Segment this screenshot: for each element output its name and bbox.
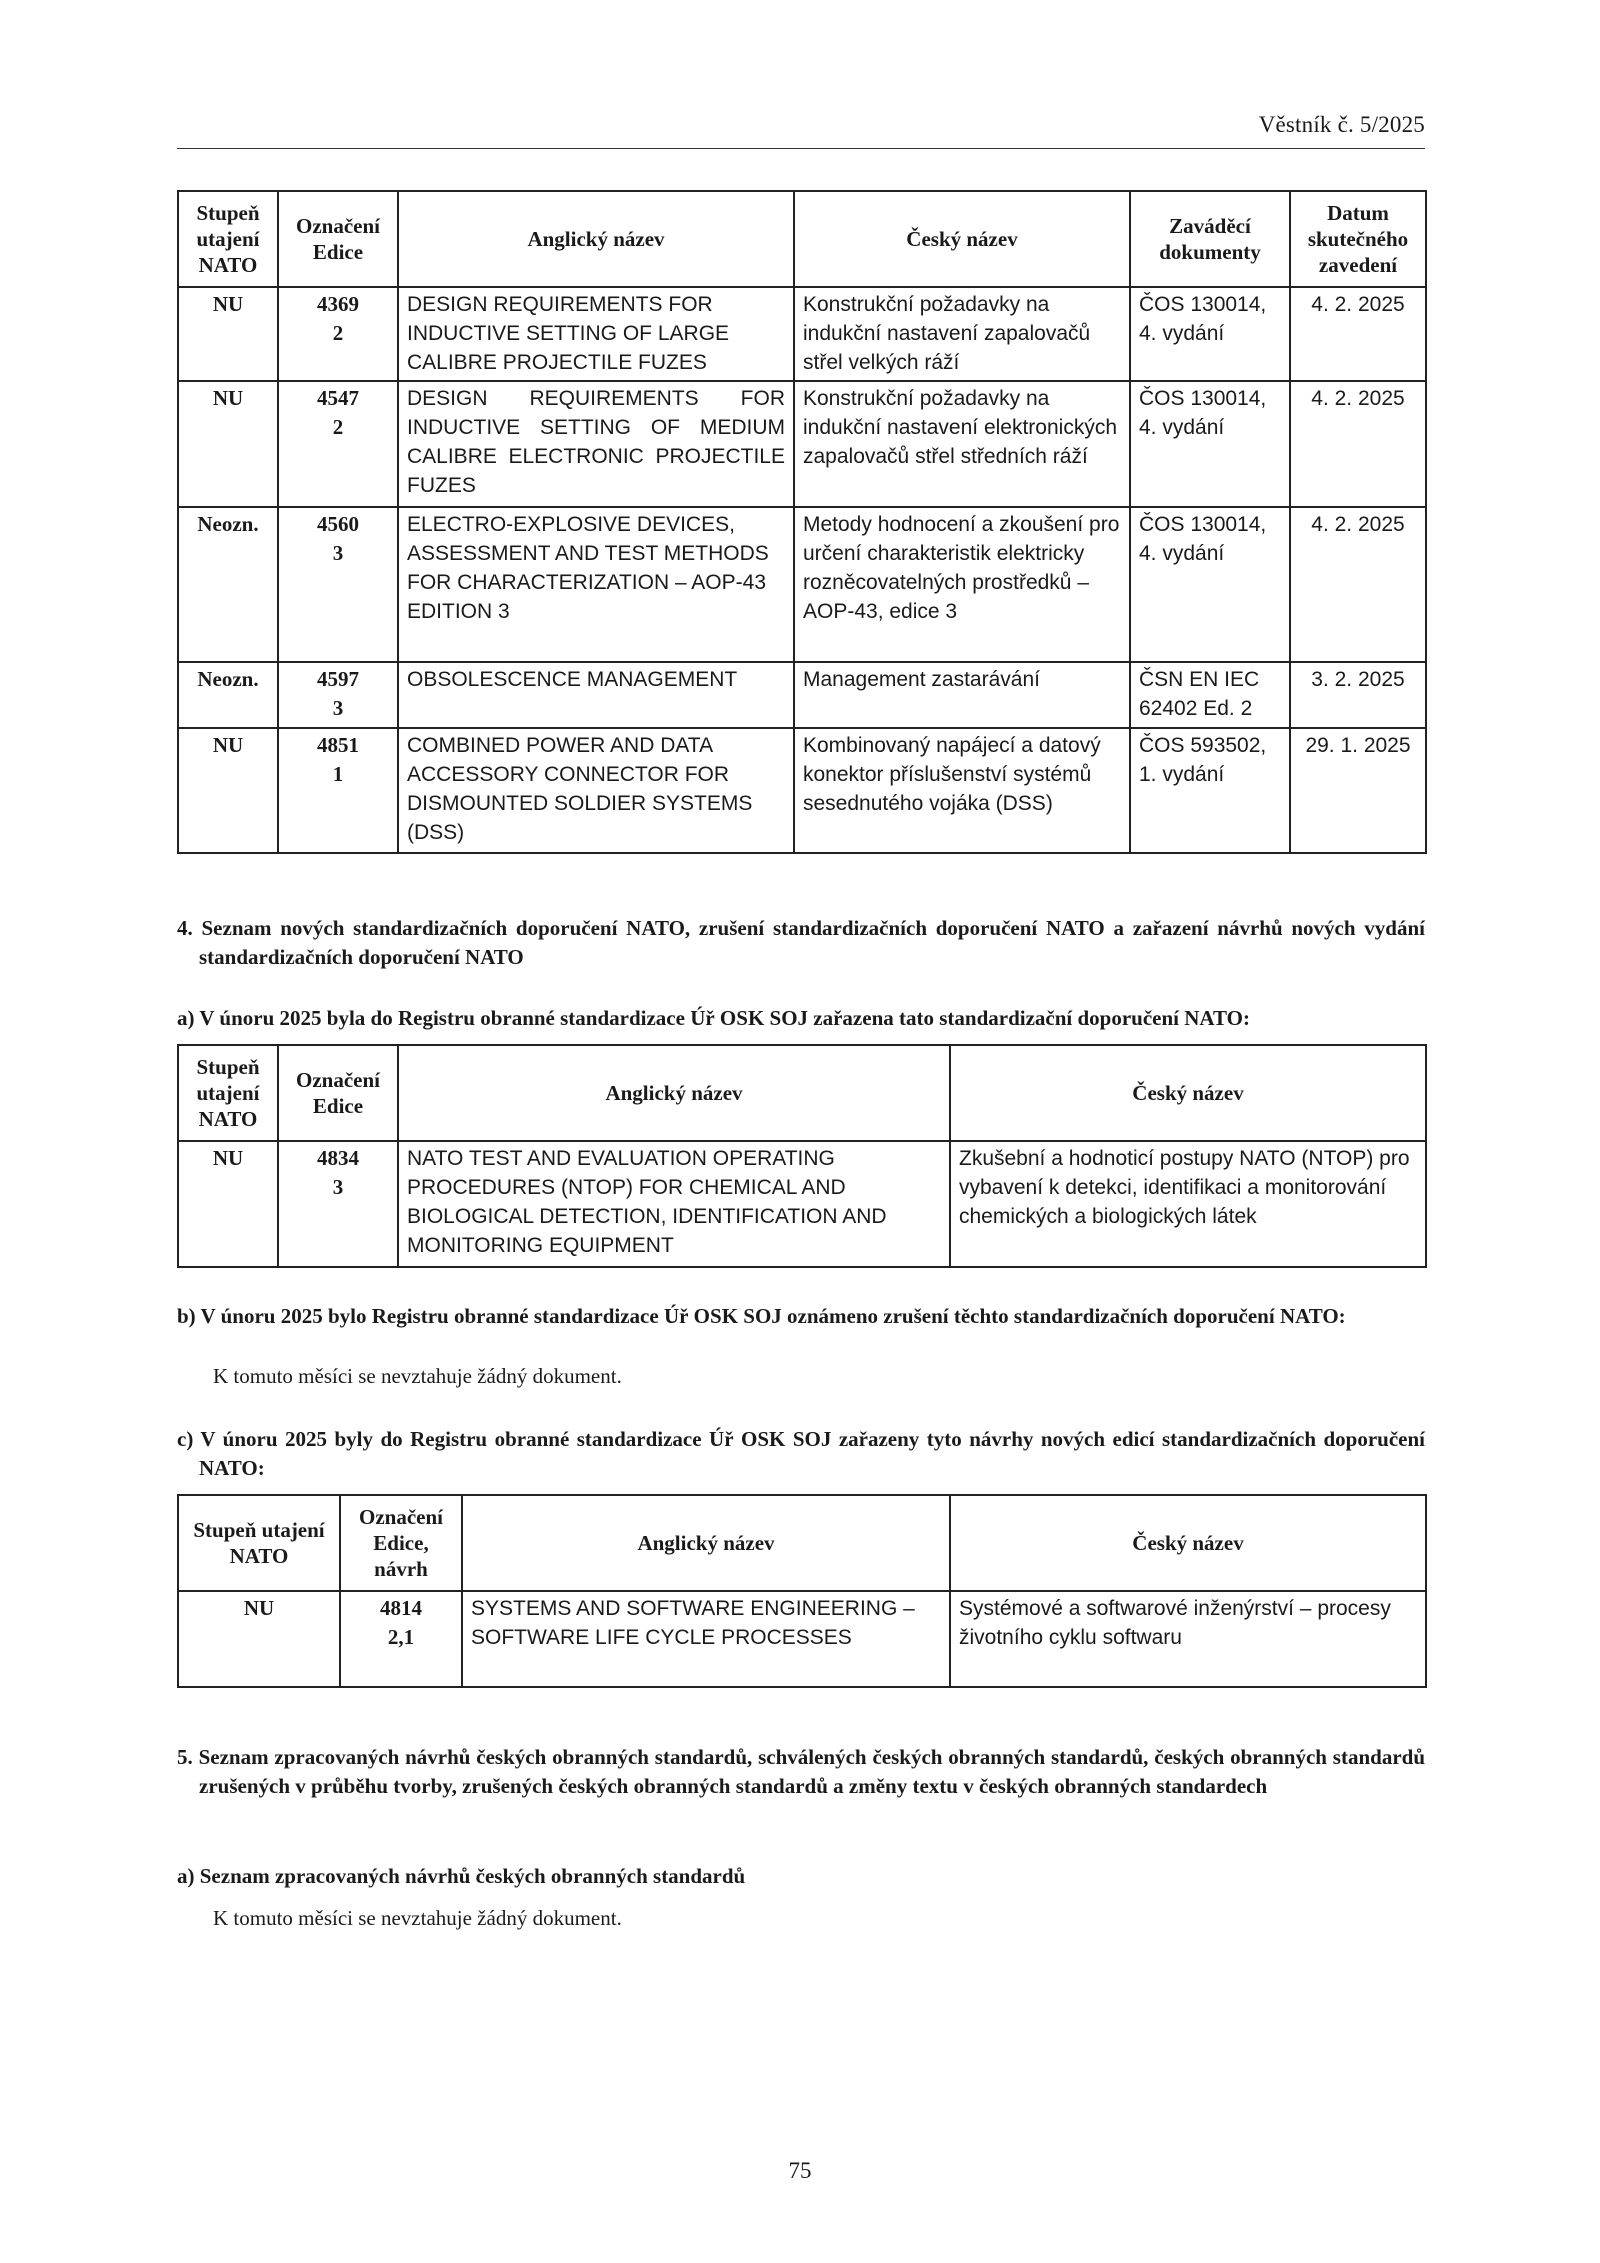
table-header-row — [178, 191, 1426, 287]
col-header-designation: Označení Edice — [278, 1045, 398, 1141]
cell-czech: Konstrukční požadavky na indukční nastavení zapalovačů střel velkých ráží — [794, 287, 1130, 381]
cell-docs: ČSN EN IEC 62402 Ed. 2 — [1130, 662, 1290, 728]
section-4b-title: b) V únoru 2025 bylo Registru obranné standardizace Úř OSK SOJ oznámeno zrušení těchto standardizačních doporučení NATO: — [177, 1304, 1346, 1328]
edition-number: 3 — [332, 696, 344, 720]
table-row — [178, 662, 1426, 728]
designation-number: 4851 — [317, 733, 359, 757]
col-header-level: Stupeň utajení NATO — [178, 1045, 278, 1141]
stanag-table — [177, 190, 1427, 854]
cell-czech: Zkušební a hodnoticí postupy NATO (NTOP) pro vybavení k detekci, identifikaci a monitorování chemických a biologických látek — [950, 1141, 1426, 1267]
section-5-heading — [177, 1743, 1425, 1801]
cell-docs: ČOS 130014, 4. vydání — [1130, 507, 1290, 662]
cell-level: NU — [178, 287, 278, 381]
section-5-number: 5. — [177, 1745, 193, 1769]
table-header-row — [178, 1495, 1426, 1591]
designation-number: 4560 — [317, 512, 359, 536]
table-row — [178, 381, 1426, 507]
section-4b-heading — [177, 1302, 1425, 1331]
designation-number: 4834 — [317, 1146, 359, 1170]
cell-czech: Systémové a softwarové inženýrství – procesy životního cyklu softwaru — [950, 1591, 1426, 1687]
col-header-docs: Zaváděcí dokumenty — [1130, 191, 1290, 287]
cell-date: 3. 2. 2025 — [1290, 662, 1426, 728]
cell-english: ELECTRO-EXPLOSIVE DEVICES, ASSESSMENT AND TEST METHODS FOR CHARACTERIZATION – AOP-43 EDITION 3 — [398, 507, 794, 662]
cell-english: NATO TEST AND EVALUATION OPERATING PROCEDURES (NTOP) FOR CHEMICAL AND BIOLOGICAL DETECTION, IDENTIFICATION AND MONITORING EQUIPMENT — [398, 1141, 950, 1267]
cell-designation — [278, 507, 398, 662]
cell-level: Neozn. — [178, 507, 278, 662]
section-4-number: 4. — [177, 916, 193, 940]
col-header-level: Stupeň utajení NATO — [178, 1495, 340, 1591]
table-row — [178, 728, 1426, 853]
cell-designation — [278, 662, 398, 728]
cell-english: SYSTEMS AND SOFTWARE ENGINEERING – SOFTWARE LIFE CYCLE PROCESSES — [462, 1591, 950, 1687]
edition-number: 1 — [332, 762, 344, 786]
cell-date: 29. 1. 2025 — [1290, 728, 1426, 853]
table-row — [178, 507, 1426, 662]
designation-number: 4597 — [317, 667, 359, 691]
designation-number: 4547 — [317, 386, 359, 410]
cell-docs: ČOS 130014, 4. vydání — [1130, 381, 1290, 507]
designation-number: 4814 — [380, 1596, 422, 1620]
cell-level: NU — [178, 381, 278, 507]
section-4a-heading: a) V únoru 2025 byla do Registru obranné standardizace Úř OSK SOJ zařazena tato standardizační doporučení NATO: — [177, 1006, 1250, 1030]
cell-designation — [278, 728, 398, 853]
section-4-heading — [177, 914, 1425, 972]
col-header-designation: Označení Edice — [278, 191, 398, 287]
cell-designation — [340, 1591, 462, 1687]
cell-level: NU — [178, 728, 278, 853]
col-header-english: Anglický název — [398, 191, 794, 287]
cell-english: DESIGN REQUIREMENTS FOR INDUCTIVE SETTING OF LARGE CALIBRE PROJECTILE FUZES — [398, 287, 794, 381]
cell-czech: Metody hodnocení a zkoušení pro určení charakteristik elektricky rozněcovatelných prostředků – AOP-43, edice 3 — [794, 507, 1130, 662]
section-5-title: Seznam zpracovaných návrhů českých obranných standardů, schválených českých obranných standardů, českých obranných standardů zrušených v průběhu tvorby, zrušených českých obranných standardů a změny textu v českých obranných standardech — [198, 1745, 1426, 1798]
col-header-czech: Český název — [950, 1045, 1426, 1141]
section-5a-heading: a) Seznam zpracovaných návrhů českých obranných standardů — [177, 1864, 746, 1888]
cell-date: 4. 2. 2025 — [1290, 287, 1426, 381]
cell-czech: Kombinovaný napájecí a datový konektor příslušenství systémů sesednutého vojáka (DSS) — [794, 728, 1130, 853]
running-header — [177, 112, 1425, 149]
recommendations-table-c — [177, 1494, 1427, 1688]
cell-english: DESIGN REQUIREMENTS FOR INDUCTIVE SETTING OF MEDIUM CALIBRE ELECTRONIC PROJECTILE FUZES — [398, 381, 794, 507]
cell-czech: Management zastarávání — [794, 662, 1130, 728]
col-header-english: Anglický název — [462, 1495, 950, 1591]
col-header-czech: Český název — [794, 191, 1130, 287]
cell-english: COMBINED POWER AND DATA ACCESSORY CONNECTOR FOR DISMOUNTED SOLDIER SYSTEMS (DSS) — [398, 728, 794, 853]
edition-number: 3 — [332, 1175, 344, 1199]
cell-designation — [278, 287, 398, 381]
table-row — [178, 287, 1426, 381]
cell-level: NU — [178, 1141, 278, 1267]
col-header-czech: Český název — [950, 1495, 1426, 1591]
cell-level: NU — [178, 1591, 340, 1687]
cell-designation — [278, 381, 398, 507]
section-4c-heading — [177, 1425, 1425, 1483]
header-title: Věstník č. 5/2025 — [1258, 112, 1425, 137]
col-header-date: Datum skutečného zavedení — [1290, 191, 1426, 287]
edition-number: 2 — [332, 321, 344, 345]
cell-date: 4. 2. 2025 — [1290, 381, 1426, 507]
table-row — [178, 1141, 1426, 1267]
edition-number: 2,1 — [387, 1625, 415, 1649]
col-header-designation: Označení Edice, návrh — [340, 1495, 462, 1591]
cell-english: OBSOLESCENCE MANAGEMENT — [398, 662, 794, 728]
edition-number: 3 — [332, 541, 344, 565]
cell-docs: ČOS 593502, 1. vydání — [1130, 728, 1290, 853]
table-header-row — [178, 1045, 1426, 1141]
col-header-english: Anglický název — [398, 1045, 950, 1141]
cell-designation — [278, 1141, 398, 1267]
cell-czech: Konstrukční požadavky na indukční nastavení elektronických zapalovačů střel středních ráží — [794, 381, 1130, 507]
designation-number: 4369 — [317, 292, 359, 316]
table-row — [178, 1591, 1426, 1687]
cell-level: Neozn. — [178, 662, 278, 728]
edition-number: 2 — [332, 415, 344, 439]
cell-date: 4. 2. 2025 — [1290, 507, 1426, 662]
section-4b-note: K tomuto měsíci se nevztahuje žádný dokument. — [213, 1364, 622, 1388]
section-4-title: Seznam nových standardizačních doporučení NATO, zrušení standardizačních doporučení NATO a zařazení návrhů nových vydání standardizačních doporučení NATO — [199, 916, 1425, 969]
section-5a-note: K tomuto měsíci se nevztahuje žádný dokument. — [213, 1906, 622, 1930]
cell-docs: ČOS 130014, 4. vydání — [1130, 287, 1290, 381]
col-header-level: Stupeň utajení NATO — [178, 191, 278, 287]
recommendations-table-a — [177, 1044, 1427, 1268]
section-4c-title: c) V únoru 2025 byly do Registru obranné standardizace Úř OSK SOJ zařazeny tyto návrhy nových edicí standardizačních doporučení NATO: — [177, 1427, 1425, 1480]
page-number: 75 — [788, 2158, 812, 2183]
